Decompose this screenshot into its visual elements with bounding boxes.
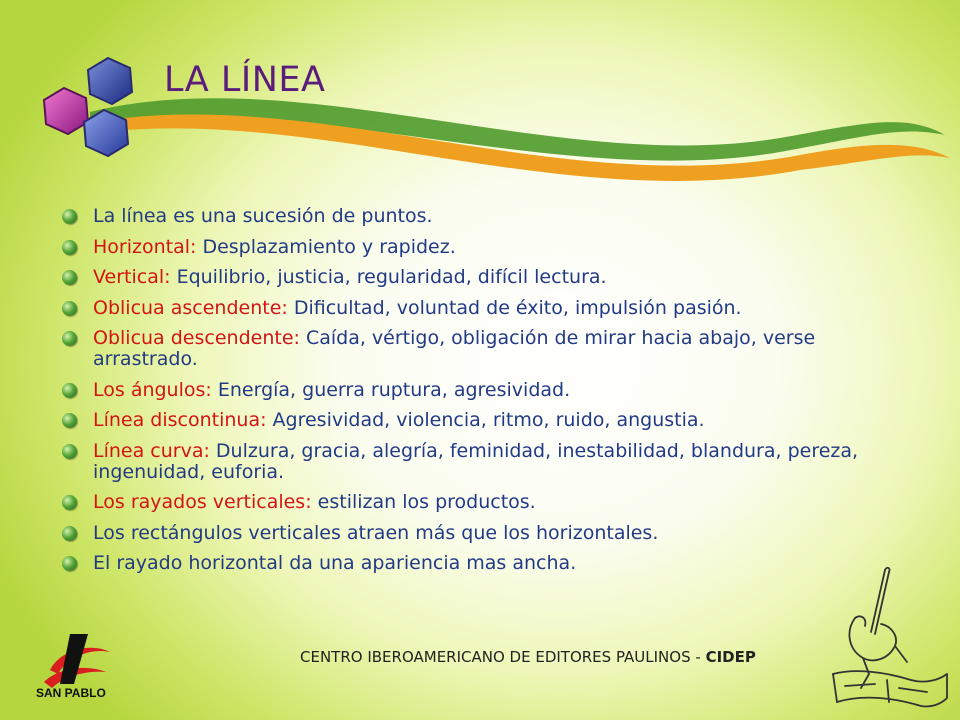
footer	[300, 648, 756, 666]
bullet-icon	[62, 270, 77, 285]
list-item	[62, 492, 922, 513]
bullet-icon	[62, 383, 77, 398]
bullet-text: Dificultad, voluntad de éxito, impulsión pasión.	[287, 296, 742, 319]
bullet-text: El rayado horizontal da una apariencia mas ancha.	[93, 552, 577, 574]
writing-hand-icon	[815, 562, 955, 712]
bullet-text: La línea es una sucesión de puntos.	[93, 205, 433, 227]
bullet-icon	[62, 240, 77, 255]
list-item	[62, 298, 922, 319]
bullet-icon	[62, 444, 77, 459]
bullet-text: Los rectángulos verticales atraen más que los horizontales.	[93, 521, 659, 544]
bullet-text: Desplazamiento y rapidez.	[196, 235, 456, 258]
list-item	[62, 523, 922, 544]
list-item	[62, 206, 922, 227]
bullet-icon	[62, 413, 77, 428]
footer-text: CENTRO IBEROAMERICANO DE EDITORES PAULINOS -	[300, 648, 706, 666]
bullet-icon	[62, 495, 77, 510]
bullet-text: Energía, guerra ruptura, agresividad.	[211, 378, 571, 401]
bullet-label: Oblicua descendente:	[93, 327, 300, 349]
bullet-label: Línea discontinua:	[93, 409, 267, 431]
list-item	[62, 441, 922, 483]
list-item	[62, 267, 922, 288]
bullet-text: estilizan los productos.	[311, 491, 536, 513]
bullet-label: Línea curva:	[93, 439, 210, 462]
bullet-text: Agresividad, violencia, ritmo, ruido, angustia.	[266, 409, 705, 431]
bullet-label: Los ángulos:	[93, 378, 212, 401]
list-item	[62, 380, 922, 401]
list-item	[62, 410, 922, 431]
bullet-icon	[62, 556, 77, 571]
slide-title: LA LÍNEA	[164, 60, 326, 100]
list-item	[62, 553, 922, 574]
logo-text: SAN PABLO	[36, 686, 106, 700]
bullet-icon	[62, 331, 77, 346]
bullet-list	[62, 206, 922, 584]
bullet-label: Vertical:	[93, 266, 171, 288]
bullet-icon	[62, 209, 77, 224]
bullet-label: Horizontal:	[93, 235, 197, 258]
bullet-text: Dulzura, gracia, alegría, feminidad, inestabilidad, blandura, pereza, ingenuidad, euforia.	[93, 439, 859, 483]
bullet-label: Los rayados verticales:	[93, 491, 312, 513]
list-item	[62, 328, 922, 370]
bullet-icon	[62, 301, 77, 316]
footer-bold: CIDEP	[705, 648, 756, 666]
bullet-icon	[62, 526, 77, 541]
bullet-label: Oblicua ascendente:	[93, 296, 288, 319]
hexagon-cluster-icon	[0, 0, 160, 170]
list-item	[62, 237, 922, 258]
bullet-text: Equilibrio, justicia, regularidad, difícil lectura.	[170, 266, 607, 288]
bullet-text: Caída, vértigo, obligación de mirar hacia abajo, verse arrastrado.	[93, 327, 816, 370]
